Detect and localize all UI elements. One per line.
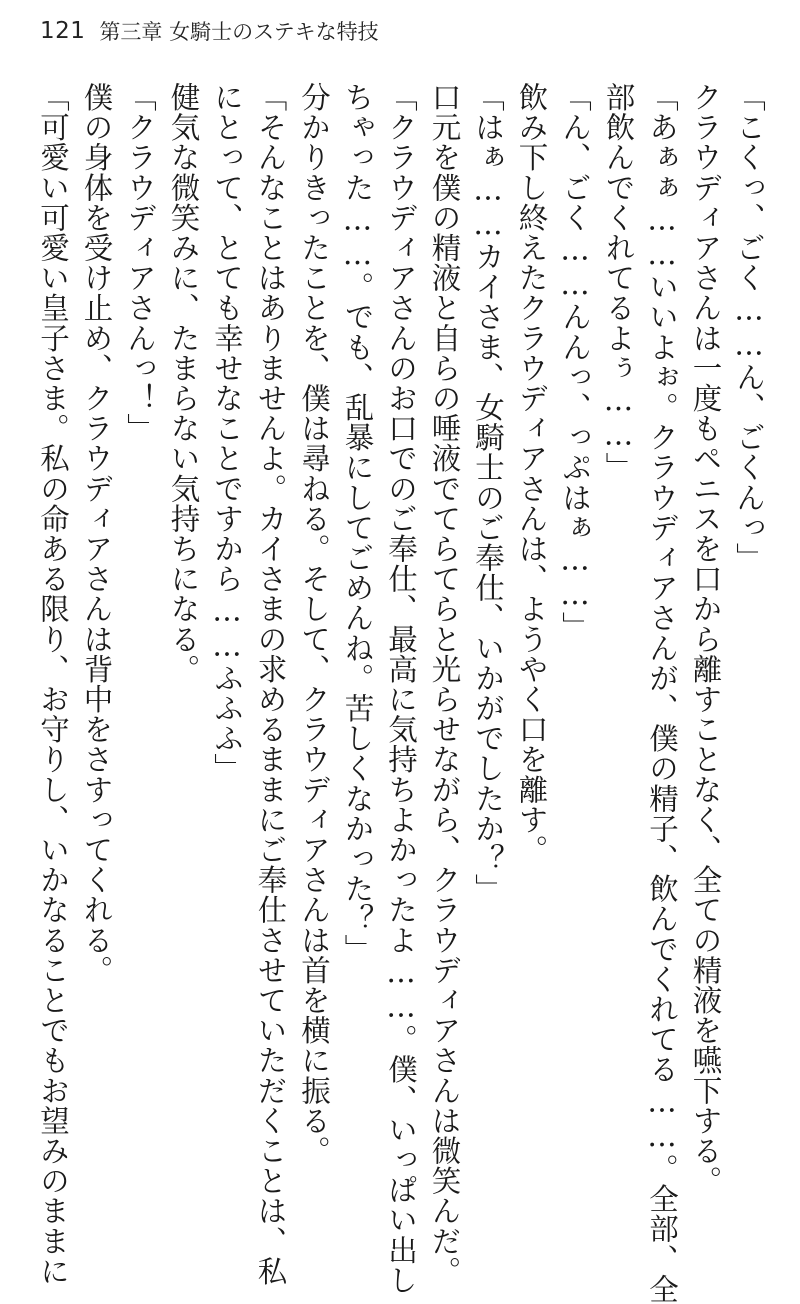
- page-header: [40, 14, 379, 48]
- text-column: 口元を僕の精液と自らの唾液でてらてらと光らせながら、クラウディアさんは微笑んだ。: [427, 82, 462, 1286]
- text-column: 「そんなことはありませんよ。カイさまの求めるままにご奉仕させていただくことは、私: [253, 82, 288, 1286]
- vertical-body-text: [36, 82, 770, 1304]
- text-column: 飲み下し終えたクラウディアさんは、ようやく口を離す。: [514, 82, 549, 865]
- text-column: 「クラウディアさんっ！」: [123, 82, 157, 444]
- text-column: 「はぁ……カイさま、女騎士のご奉仕、いかがでしたか？」: [471, 82, 505, 904]
- text-column: ちゃった……。でも、乱暴にしてごめんね。苦しくなかった？」: [340, 82, 375, 964]
- text-column: 「可愛い可愛い皇子さま。私の命ある限り、お守りし、いかなることでもお望みのままに: [36, 82, 70, 1286]
- text-column: 分かりきったことを、僕は尋ねる。そして、クラウディアさんは首を横に振る。: [297, 82, 331, 1166]
- text-column: 部飲んでくれてるよぅ……」: [601, 82, 636, 483]
- page-number: 121: [40, 18, 86, 44]
- text-column: 「こくっ、ごく……ん、ごくんっ」: [732, 82, 766, 573]
- text-column: にとって、とても幸せなことですから……ふふふ」: [210, 82, 244, 784]
- text-column: 「あぁぁ……いいよぉ。クラウディアさんが、僕の精子、飲んでくれてる……。全部、全: [645, 82, 679, 1304]
- text-column: 僕の身体を受け止め、クラウディアさんは背中をさすってくれる。: [79, 82, 114, 985]
- text-column: 「ん、ごく……んんっ、っぷはぁ……」: [558, 82, 592, 642]
- chapter-title: 第三章 女騎士のステキな特技: [99, 20, 379, 44]
- text-column: クラウディアさんは一度もペニスを口から離すことなく、全ての精液を嚥下する。: [688, 82, 723, 1196]
- text-column: 「クラウディアさんのお口でのご奉仕、最高に気持ちよかったよ……。僕、いっぱい出し: [384, 82, 418, 1295]
- text-column: 健気な微笑みに、たまらない気持ちになる。: [166, 82, 201, 684]
